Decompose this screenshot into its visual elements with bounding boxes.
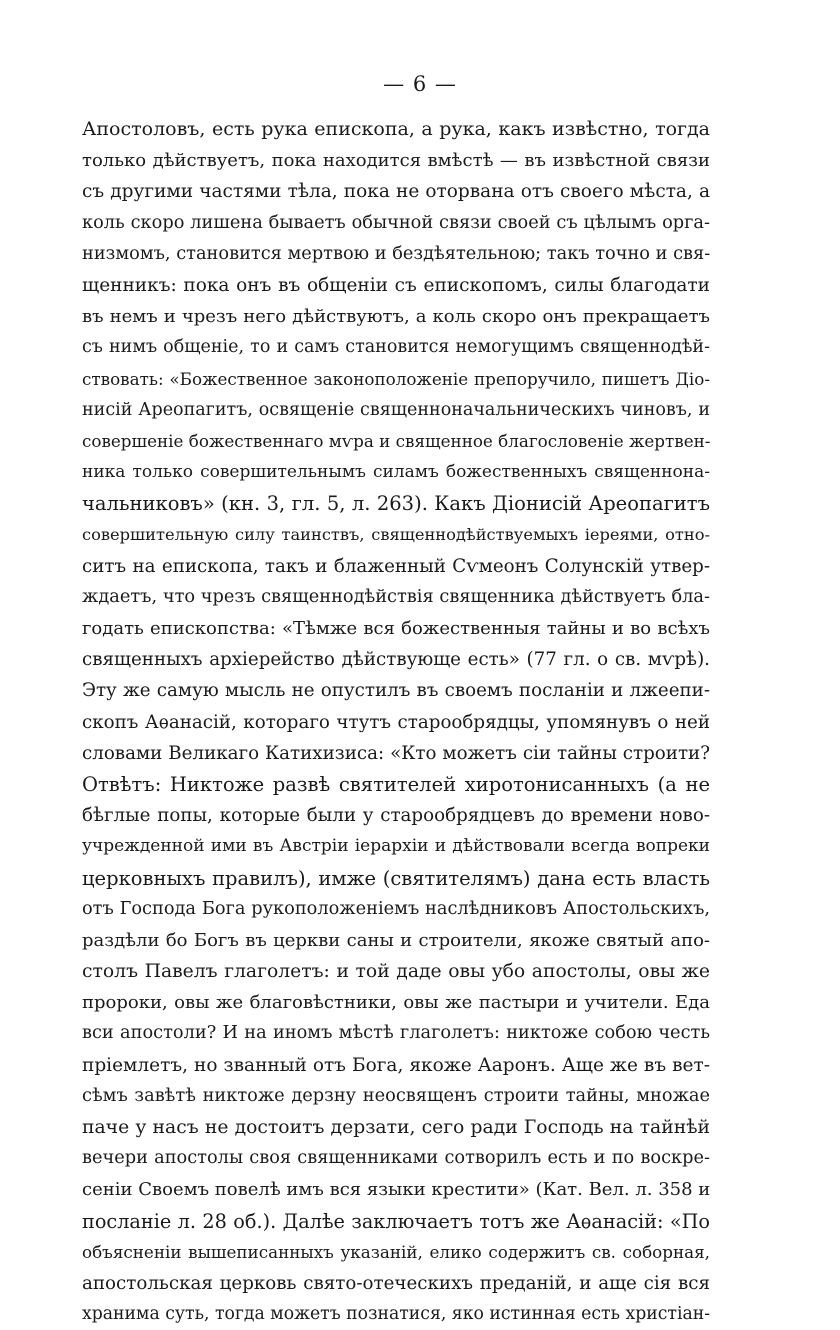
text-line: низмомъ, становится мертвою и бездѣятельною; такъ точно и свя- bbox=[82, 243, 711, 264]
text-line: учрежденной ими въ Австріи іерархіи и дѣйствовали всегда вопреки bbox=[82, 836, 710, 857]
text-line: нисій Ареопагитъ, освященіе священноначальническихъ чиновъ, и bbox=[82, 399, 710, 420]
text-line: скопъ Аѳанасій, котораго чтутъ старообрядцы, упомянувъ о ней bbox=[82, 711, 710, 733]
text-line: посланіе л. 28 об.). Далѣе заключаетъ тотъ же Аѳанасій: «По bbox=[82, 1209, 710, 1233]
text-line: совершительную силу таинствъ, священнодѣйствуемыхъ іереями, отно- bbox=[82, 525, 710, 545]
text-line: паче у насъ не достоитъ дерзати, сего ради Господь на тайнѣй bbox=[82, 1117, 710, 1138]
text-line: Эту же самую мысль не опустилъ въ своемъ посланіи и лжеепи- bbox=[82, 680, 710, 702]
text-line: пророки, овы же благовѣстники, овы же пастыри и учители. Еда bbox=[82, 992, 710, 1014]
text-line: коль скоро лишена бываетъ обычной связи своей съ цѣлымъ орга- bbox=[82, 212, 710, 233]
text-line: объясненіи вышеписанныхъ указаній, елико содержитъ св. соборная, bbox=[82, 1241, 710, 1262]
text-line: ждаетъ, что чрезъ священнодѣйствія священника дѣйствуетъ бла- bbox=[82, 586, 710, 607]
text-line: священныхъ архіерейство дѣйствующе есть» (77 гл. о св. мѵрѣ). bbox=[82, 649, 710, 671]
text-line: столъ Павелъ глаголетъ: и той даде овы убо апостолы, овы же bbox=[82, 961, 710, 983]
text-line: церковныхъ правилъ), имже (святителямъ) дана есть власть bbox=[82, 866, 710, 890]
text-line: съ нимъ общеніе, то и самъ становится немогущимъ священнодѣй- bbox=[82, 337, 710, 358]
text-line: сѣмъ завѣтѣ никтоже дерзну неосвященъ строити тайны, множае bbox=[82, 1085, 710, 1106]
text-line: отъ Господа Бога рукоположеніемъ наслѣдниковъ Апостольскихъ, bbox=[82, 898, 710, 919]
body-text bbox=[82, 114, 710, 1330]
text-line: чальниковъ» (кн. 3, гл. 5, л. 263). Какъ Діонисій Ареопагитъ bbox=[82, 492, 710, 516]
text-line: ситъ на епископа, такъ и блаженный Сѵмеонъ Солунскій утвер- bbox=[82, 555, 710, 577]
text-line: вси апостоли? И на иномъ мѣстѣ глаголетъ: никтоже собою честь bbox=[82, 1023, 710, 1044]
text-line: щенникъ: пока онъ въ общеніи съ епископомъ, силы благодати bbox=[82, 274, 710, 296]
text-line: вечери апостолы своя священниками сотворилъ есть и по воскре- bbox=[82, 1148, 710, 1169]
text-line: въ немъ и чрезъ него дѣйствуютъ, а коль скоро онъ прекращаетъ bbox=[82, 306, 710, 328]
text-line: ствовать: «Божественное законоположеніе препоручило, пишетъ Діо- bbox=[82, 368, 710, 389]
text-line: съ другими частями тѣла, пока не оторвана отъ своего мѣста, а bbox=[82, 181, 710, 203]
text-line: ника только совершительнымъ силамъ божественныхъ священнона- bbox=[82, 462, 710, 483]
text-line: Отвѣтъ: Никтоже развѣ святителей хиротонисанныхъ (а не bbox=[82, 772, 710, 796]
text-line: бѣглые попы, которые были у старообрядцевъ до времени ново- bbox=[82, 805, 710, 827]
text-line: пріемлетъ, но званный отъ Бога, якоже Ааронъ. Аще же въ вет- bbox=[82, 1054, 710, 1076]
text-line: совершеніе божественнаго мѵра и священное благословеніе жертвен- bbox=[82, 430, 711, 451]
text-line: Апостоловъ, есть рука епископа, а рука, какъ извѣстно, тогда bbox=[82, 118, 710, 140]
text-line: апостольская церковь свято-отеческихъ преданій, и аще сія вся bbox=[82, 1272, 710, 1294]
text-line: годать епископства: «Тѣмже вся божественныя тайны и во всѣхъ bbox=[82, 618, 710, 639]
text-line: словами Великаго Катихизиса: «Кто можетъ сіи тайны строити? bbox=[82, 742, 710, 764]
text-line: только дѣйствуетъ, пока находится вмѣстѣ — въ извѣстной связи bbox=[82, 150, 710, 172]
text-line: раздѣли бо Богъ въ церкви саны и строители, якоже святый апо- bbox=[82, 929, 710, 951]
page-number: — 6 — bbox=[383, 72, 457, 96]
text-line: сеніи Своемъ повелѣ имъ вся языки крестити» (Кат. Вел. л. 358 и bbox=[82, 1179, 711, 1201]
text-line: хранима суть, тогда можетъ познатися, яко истинная есть христіан- bbox=[82, 1304, 711, 1325]
